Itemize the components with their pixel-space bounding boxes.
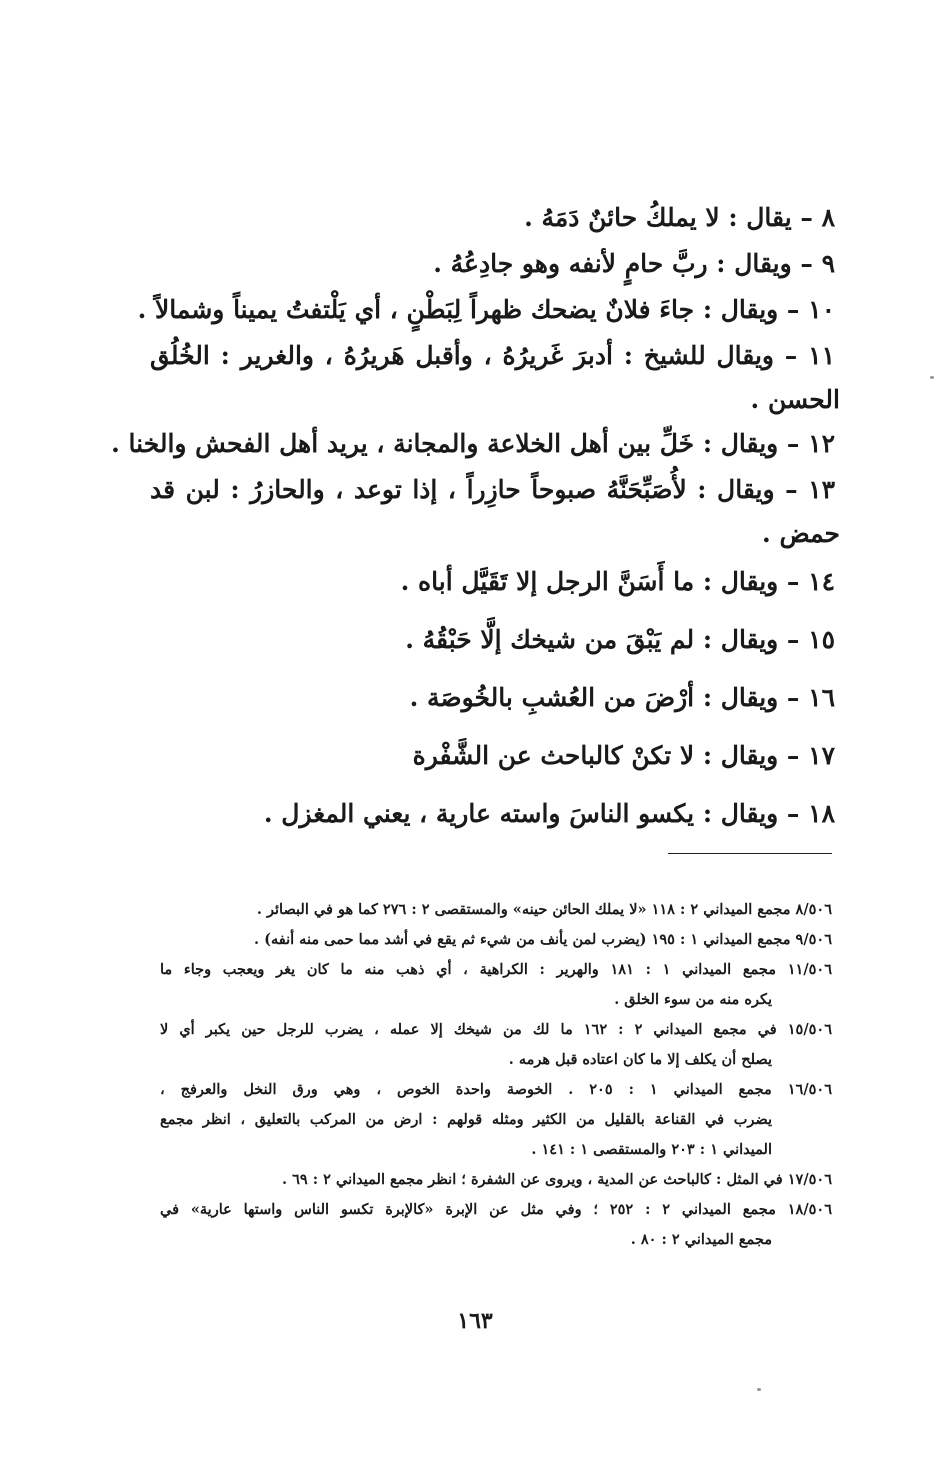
proverb-continuation: حمض . xyxy=(762,519,840,548)
proverb-line: ٨ – يقال : لا يملكُ حائنٌ دَمَهُ . xyxy=(524,203,835,232)
footnote: ٨/٥٠٦ مجمع الميداني ٢ : ١١٨ «لا يملك الحائن حينه» والمستقصى ٢ : ٢٧٦ كما هو في البصائر . xyxy=(256,901,832,918)
proverb-line: ١٦ – ويقال : أرْضَ من العُشبِ بالخُوصَة . xyxy=(409,683,835,712)
proverb-continuation: الحسن . xyxy=(750,385,840,414)
footnote-continuation: الميداني ١ : ٢٠٣ والمستقصى ١ : ١٤١ . xyxy=(531,1141,772,1158)
footnotes xyxy=(160,895,832,1255)
proverb-line: ١٢ – ويقال : خَلِّ بين أهل الخلاعة والمجانة ، يريد أهل الفحش والخنا . xyxy=(111,429,835,458)
proverb-line: ١٣ – ويقال : لأُصَبِّحَنَّهُ صبوحاً حازِراً ، إذا توعد ، والحازرُ : لبن قد xyxy=(150,475,835,504)
proverb-line: ١١ – ويقال للشيخ : أدبرَ غَريرُهُ ، وأقبل هَريرُهُ ، والغرير : الخُلُق xyxy=(150,341,835,370)
footnote-continuation: يكره منه من سوء الخلق . xyxy=(614,991,772,1008)
footnote-continuation: يصلح أن يكلف إلا ما كان اعتاده قبل هرمه . xyxy=(508,1051,772,1068)
proverb-line: ١٤ – ويقال : ما أَسَنَّ الرجل إلا تَقَيَّل أباه . xyxy=(400,567,835,596)
footnote: ١٦/٥٠٦ مجمع الميداني ١ : ٢٠٥ . الخوصة واحدة الخوص ، وهي ورق النخل والعرفج ، xyxy=(160,1081,832,1098)
footnote: ١٥/٥٠٦ في مجمع الميداني ٢ : ١٦٢ ما لك من شيخك إلا عمله ، يضرب للرجل حين يكبر أي لا xyxy=(160,1021,833,1038)
proverb-line: ٩ – ويقال : ربَّ حامٍ لأنفه وهو جادِعُهُ . xyxy=(433,249,835,278)
scan-speck xyxy=(930,376,934,379)
footnote-continuation: يضرب في القناعة بالقليل من الكثير ومثله قولهم : ارض من المركب بالتعليق ، انظر مجمع xyxy=(160,1111,772,1128)
page-number: ١٦٣ xyxy=(457,1308,493,1334)
footnote: ٩/٥٠٦ مجمع الميداني ١ : ١٩٥ (يضرب لمن يأنف من شيء ثم يقع في أشد مما حمى منه أنفه) . xyxy=(254,931,832,948)
proverb-line: ١٧ – ويقال : لا تكنْ كالباحث عن الشَّفْرة xyxy=(412,741,835,770)
proverb-line: ١٨ – ويقال : يكسو الناسَ واسته عارية ، يعني المغزل . xyxy=(263,799,835,828)
proverbs-short-group xyxy=(150,556,835,840)
footnote: ١٨/٥٠٦ مجمع الميداني ٢ : ٢٥٢ ؛ وفي مثل عن الإبرة «كالإبرة تكسو الناس واستها عارية» في xyxy=(160,1201,833,1218)
footnote-continuation: مجمع الميداني ٢ : ٨٠ . xyxy=(630,1231,772,1248)
footnote: ١٧/٥٠٦ في المثل : كالباحث عن المدية ، ويروى عن الشفرة ؛ انظر مجمع الميداني ٢ : ٦٩ . xyxy=(282,1171,832,1188)
footnote-divider xyxy=(668,853,832,854)
scan-speck xyxy=(757,1388,761,1391)
proverb-line: ١٥ – ويقال : لم يَبْقَ من شيخك إلَّا حَبْقُهُ . xyxy=(405,625,835,654)
footnote: ١١/٥٠٦ مجمع الميداني ١ : ١٨١ والهرير : الكراهية ، أي ذهب منه ما كان يغر ويعجب وجاء ما xyxy=(160,961,832,978)
proverbs-list xyxy=(111,196,840,846)
proverb-line: ١٠ – ويقال : جاءَ فلانٌ يضحك ظهراً لِبَطْنٍ ، أي يَلْتفتُ يميناً وشمالاً . xyxy=(137,295,835,324)
